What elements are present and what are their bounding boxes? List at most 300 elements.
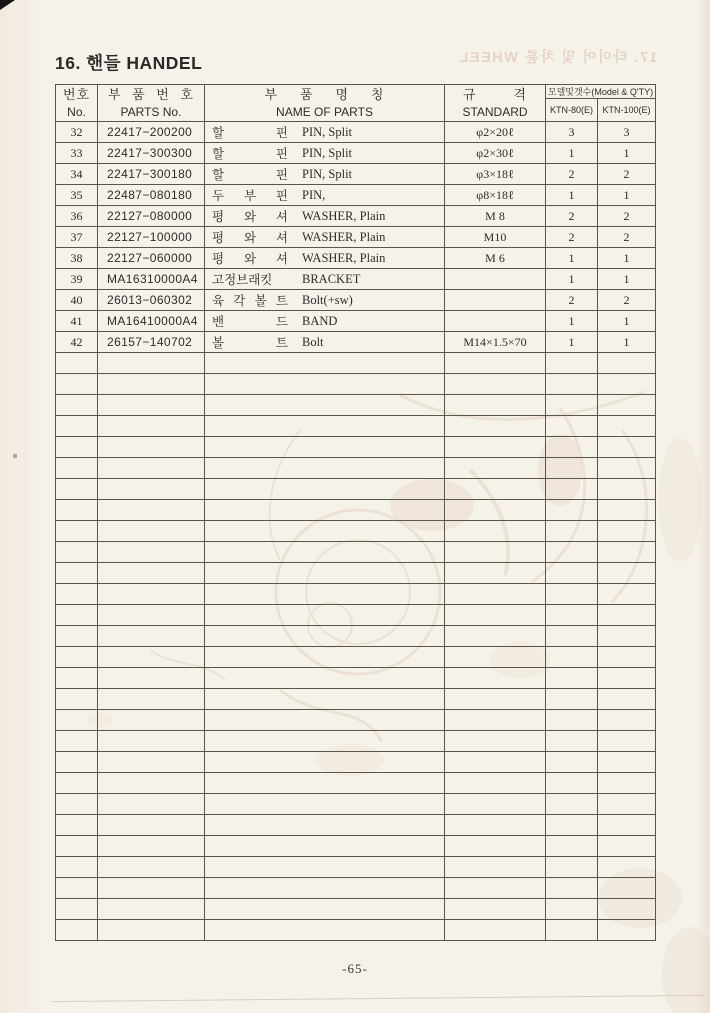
cell-no: 42 [56,332,98,353]
cell-qty-ktn100: 1 [598,185,656,206]
cell-no [56,731,98,752]
part-name-english: Bolt [302,334,324,349]
cell-qty-ktn80 [546,731,598,752]
cell-part-name [205,227,445,248]
table-row [56,311,656,332]
cell-qty-ktn100 [598,815,656,836]
cell-no [56,605,98,626]
cell-qty-ktn80 [546,563,598,584]
cell-qty-ktn100 [598,647,656,668]
cell-part-number [98,899,205,920]
header-parts-kr: 부 품 번 호 [108,86,194,102]
cell-qty-ktn100 [598,626,656,647]
cell-qty-ktn100 [598,794,656,815]
cell-part-number: MA16310000A4 [98,269,205,290]
cell-qty-ktn80 [546,920,598,941]
cell-standard [445,899,546,920]
table-row [56,143,656,164]
part-name-english: PIN, [302,187,326,202]
table-row-empty [56,920,656,941]
cell-standard [445,836,546,857]
cell-qty-ktn80: 3 [546,122,598,143]
cell-part-name [205,794,445,815]
cell-part-name [205,542,445,563]
cell-no [56,752,98,773]
cell-part-name [205,605,445,626]
cell-standard [445,458,546,479]
page-number: -65- [342,961,368,976]
table-row-empty [56,437,656,458]
cell-standard [445,794,546,815]
cell-standard: φ8×18ℓ [445,185,546,206]
header-no-en: No. [67,104,86,119]
part-name-english: PIN, Split [302,166,353,181]
part-name-korean: 평 와 셔 [212,231,288,245]
cell-qty-ktn100 [598,437,656,458]
cell-qty-ktn80: 1 [546,332,598,353]
bleedthrough-title: 17. 타이어 및 차륜 WHEEL [458,50,658,66]
page-title: 16. 핸들 HANDEL [55,53,203,73]
cell-no [56,836,98,857]
cell-standard: φ3×18ℓ [445,164,546,185]
cell-part-name [205,521,445,542]
table-row-empty [56,605,656,626]
cell-qty-ktn100: 1 [598,248,656,269]
cell-qty-ktn80: 1 [546,143,598,164]
cell-standard [445,647,546,668]
cell-qty-ktn80 [546,521,598,542]
cell-qty-ktn100 [598,857,656,878]
part-name-korean: 밴 드 [212,315,288,329]
cell-qty-ktn80 [546,773,598,794]
cell-qty-ktn80 [546,542,598,563]
cell-no [56,647,98,668]
cell-qty-ktn100 [598,479,656,500]
cell-qty-ktn80 [546,752,598,773]
cell-part-number: 22127−080000 [98,206,205,227]
cell-qty-ktn80 [546,815,598,836]
cell-qty-ktn80 [546,878,598,899]
cell-qty-ktn100 [598,416,656,437]
cell-part-name [205,815,445,836]
cell-part-number [98,563,205,584]
cell-qty-ktn80: 1 [546,269,598,290]
cell-standard [445,416,546,437]
cell-no [56,668,98,689]
table-row-empty [56,500,656,521]
cell-no: 32 [56,122,98,143]
cell-part-number [98,794,205,815]
cell-part-number [98,521,205,542]
cell-no: 35 [56,185,98,206]
cell-no [56,542,98,563]
cell-qty-ktn80 [546,836,598,857]
cell-qty-ktn80: 2 [546,227,598,248]
cell-part-number [98,437,205,458]
header-model-ktn100: KTN-100(E) [598,99,656,122]
table-row [56,269,656,290]
cell-part-number: 22417−300180 [98,164,205,185]
table-body [56,122,656,941]
part-name-korean: 할 핀 [212,147,288,161]
part-name-korean: 평 와 셔 [212,252,288,266]
cell-standard [445,437,546,458]
table-row [56,227,656,248]
table-row-empty [56,752,656,773]
cell-part-name [205,332,445,353]
cell-no [56,353,98,374]
table-row [56,248,656,269]
cell-qty-ktn100 [598,395,656,416]
table-row [56,332,656,353]
cell-standard [445,521,546,542]
cell-part-number: 26157−140702 [98,332,205,353]
header-standard [445,85,546,122]
cell-part-number [98,605,205,626]
scan-edge-tint-right [696,0,710,1013]
cell-qty-ktn80 [546,710,598,731]
header-name-kr: 부 품 명 칭 [264,86,385,102]
cell-standard [445,752,546,773]
cell-no: 36 [56,206,98,227]
cell-part-name [205,248,445,269]
cell-part-number [98,500,205,521]
parts-table [55,84,656,941]
cell-no [56,500,98,521]
cell-qty-ktn80 [546,584,598,605]
cell-standard [445,626,546,647]
cell-part-name [205,584,445,605]
part-name-english: PIN, Split [302,145,353,160]
table-row-empty [56,374,656,395]
cell-no [56,773,98,794]
header-parts-en: PARTS No. [120,104,182,119]
cell-no [56,416,98,437]
cell-part-name [205,836,445,857]
cell-part-number [98,773,205,794]
cell-qty-ktn80: 2 [546,164,598,185]
cell-qty-ktn80: 1 [546,248,598,269]
cell-no: 40 [56,290,98,311]
cell-part-name [205,689,445,710]
header-name-of-parts [205,85,445,122]
cell-part-name [205,773,445,794]
table-row-empty [56,647,656,668]
cell-qty-ktn100 [598,353,656,374]
table-row-empty [56,815,656,836]
cell-part-number [98,752,205,773]
cell-part-name [205,899,445,920]
cell-part-number [98,374,205,395]
cell-standard [445,479,546,500]
part-name-english: WASHER, Plain [302,229,386,244]
cell-part-number [98,395,205,416]
cell-no: 37 [56,227,98,248]
cell-qty-ktn100 [598,710,656,731]
cell-part-name [205,563,445,584]
cell-standard: M 8 [445,206,546,227]
cell-part-name [205,920,445,941]
cell-part-number: MA16410000A4 [98,311,205,332]
part-name-english: PIN, Split [302,124,353,139]
cell-part-number: 22127−060000 [98,248,205,269]
cell-no [56,626,98,647]
cell-standard [445,269,546,290]
table-row [56,185,656,206]
cell-part-number: 22417−200200 [98,122,205,143]
cell-qty-ktn80 [546,794,598,815]
cell-part-name [205,437,445,458]
table-row-empty [56,794,656,815]
cell-part-number [98,689,205,710]
cell-no [56,563,98,584]
cell-qty-ktn100 [598,668,656,689]
cell-qty-ktn80 [546,479,598,500]
cell-part-number [98,857,205,878]
cell-qty-ktn100: 1 [598,311,656,332]
cell-part-number [98,626,205,647]
cell-standard [445,605,546,626]
cell-standard [445,920,546,941]
cell-qty-ktn80 [546,395,598,416]
table-row-empty [56,836,656,857]
cell-no [56,479,98,500]
header-parts-no [98,85,205,122]
cell-qty-ktn100 [598,563,656,584]
cell-qty-ktn100 [598,878,656,899]
cell-part-number: 26013−060302 [98,290,205,311]
table-row-empty [56,416,656,437]
part-name-english: WASHER, Plain [302,250,386,265]
cell-part-number [98,710,205,731]
table-row-empty [56,857,656,878]
scan-corner-artifact [0,0,15,10]
cell-qty-ktn80 [546,374,598,395]
table-row-empty [56,626,656,647]
table-row-empty [56,395,656,416]
cell-qty-ktn100: 3 [598,122,656,143]
cell-part-name [205,290,445,311]
cell-no [56,374,98,395]
cell-standard [445,584,546,605]
part-name-korean: 할 핀 [212,168,288,182]
cell-no [56,710,98,731]
cell-part-name [205,122,445,143]
table-header [56,85,656,122]
cell-part-number [98,815,205,836]
header-std-en: STANDARD [462,104,528,119]
cell-no [56,815,98,836]
cell-part-name [205,185,445,206]
table-row-empty [56,689,656,710]
cell-part-number [98,353,205,374]
cell-standard [445,542,546,563]
cell-no [56,899,98,920]
cell-part-number [98,836,205,857]
header-std-kr: 규 격 [463,86,527,102]
header-no [56,85,98,122]
part-name-korean: 할 핀 [212,126,288,140]
header-name-en: NAME OF PARTS [276,104,373,119]
cell-qty-ktn80: 2 [546,290,598,311]
table-row-empty [56,878,656,899]
cell-part-name [205,164,445,185]
cell-part-name [205,710,445,731]
cell-part-number [98,416,205,437]
cell-part-number: 22417−300300 [98,143,205,164]
cell-qty-ktn100: 2 [598,290,656,311]
cell-part-name [205,143,445,164]
cell-part-name [205,353,445,374]
cell-no [56,458,98,479]
cell-qty-ktn80 [546,500,598,521]
cell-qty-ktn80: 2 [546,206,598,227]
cell-qty-ktn80 [546,416,598,437]
cell-standard [445,773,546,794]
cell-qty-ktn100 [598,689,656,710]
cell-no [56,584,98,605]
page-edge-line [52,995,704,1002]
cell-no: 34 [56,164,98,185]
cell-part-number [98,584,205,605]
speck-artifact [13,454,17,458]
part-name-korean: 육 각 볼 트 [212,294,288,308]
cell-part-name [205,731,445,752]
cell-qty-ktn100: 2 [598,164,656,185]
cell-qty-ktn80 [546,647,598,668]
cell-no [56,437,98,458]
cell-part-name [205,395,445,416]
table-row-empty [56,479,656,500]
part-name-english: WASHER, Plain [302,208,386,223]
cell-qty-ktn100: 2 [598,227,656,248]
cell-qty-ktn100 [598,773,656,794]
cell-qty-ktn100 [598,458,656,479]
cell-standard [445,290,546,311]
cell-no [56,521,98,542]
table-row-empty [56,773,656,794]
cell-standard [445,353,546,374]
cell-standard [445,395,546,416]
cell-standard [445,500,546,521]
cell-part-name [205,500,445,521]
cell-qty-ktn80 [546,689,598,710]
cell-qty-ktn100 [598,899,656,920]
cell-qty-ktn100: 1 [598,269,656,290]
cell-qty-ktn100 [598,836,656,857]
cell-part-number: 22127−100000 [98,227,205,248]
cell-part-number [98,542,205,563]
cell-part-name [205,668,445,689]
table-row-empty [56,899,656,920]
header-model-qty: 모델및갯수(Model & Q'TY) [546,85,656,99]
cell-no [56,689,98,710]
cell-standard [445,857,546,878]
cell-part-name [205,479,445,500]
cell-part-name [205,374,445,395]
cell-part-name [205,269,445,290]
cell-standard: φ2×30ℓ [445,143,546,164]
part-name-korean: 볼 트 [212,336,288,350]
cell-qty-ktn80 [546,605,598,626]
cell-no [56,878,98,899]
cell-qty-ktn100 [598,752,656,773]
table-row [56,122,656,143]
cell-part-name [205,647,445,668]
cell-qty-ktn80: 1 [546,185,598,206]
cell-standard [445,374,546,395]
cell-standard [445,710,546,731]
cell-qty-ktn100 [598,605,656,626]
cell-part-number [98,647,205,668]
cell-no: 38 [56,248,98,269]
cell-part-number [98,920,205,941]
scan-edge-tint-left [0,0,46,1013]
cell-qty-ktn100 [598,521,656,542]
cell-part-number [98,731,205,752]
cell-standard: φ2×20ℓ [445,122,546,143]
cell-no [56,857,98,878]
cell-no: 41 [56,311,98,332]
cell-part-name [205,311,445,332]
cell-no [56,395,98,416]
cell-qty-ktn80 [546,899,598,920]
part-name-korean: 두 부 핀 [212,189,288,203]
cell-part-number [98,458,205,479]
cell-part-name [205,857,445,878]
table-row-empty [56,584,656,605]
cell-part-name [205,206,445,227]
cell-qty-ktn100 [598,542,656,563]
cell-qty-ktn100: 1 [598,143,656,164]
table-row-empty [56,668,656,689]
table-row-empty [56,563,656,584]
cell-standard: M14×1.5×70 [445,332,546,353]
cell-standard [445,689,546,710]
cell-qty-ktn100 [598,500,656,521]
cell-standard: M 6 [445,248,546,269]
cell-part-number [98,878,205,899]
cell-qty-ktn100: 2 [598,206,656,227]
header-no-kr: 번호 [62,86,91,102]
cell-standard [445,563,546,584]
table-row-empty [56,542,656,563]
cell-qty-ktn80 [546,437,598,458]
cell-qty-ktn100 [598,920,656,941]
cell-standard [445,731,546,752]
cell-qty-ktn100 [598,584,656,605]
cell-qty-ktn100 [598,731,656,752]
cell-part-name [205,416,445,437]
table-row [56,290,656,311]
header-model-ktn80: KTN-80(E) [546,99,598,122]
cell-standard [445,311,546,332]
part-name-english: BRACKET [302,271,361,286]
cell-qty-ktn80 [546,626,598,647]
cell-qty-ktn80: 1 [546,311,598,332]
cell-standard [445,878,546,899]
part-name-korean: 평 와 셔 [212,210,288,224]
table-row [56,164,656,185]
cell-part-name [205,458,445,479]
cell-no [56,920,98,941]
table-row [56,206,656,227]
cell-no: 39 [56,269,98,290]
cell-part-number [98,479,205,500]
part-name-korean: 고정브래킷 [212,273,273,287]
cell-no: 33 [56,143,98,164]
table-row-empty [56,731,656,752]
